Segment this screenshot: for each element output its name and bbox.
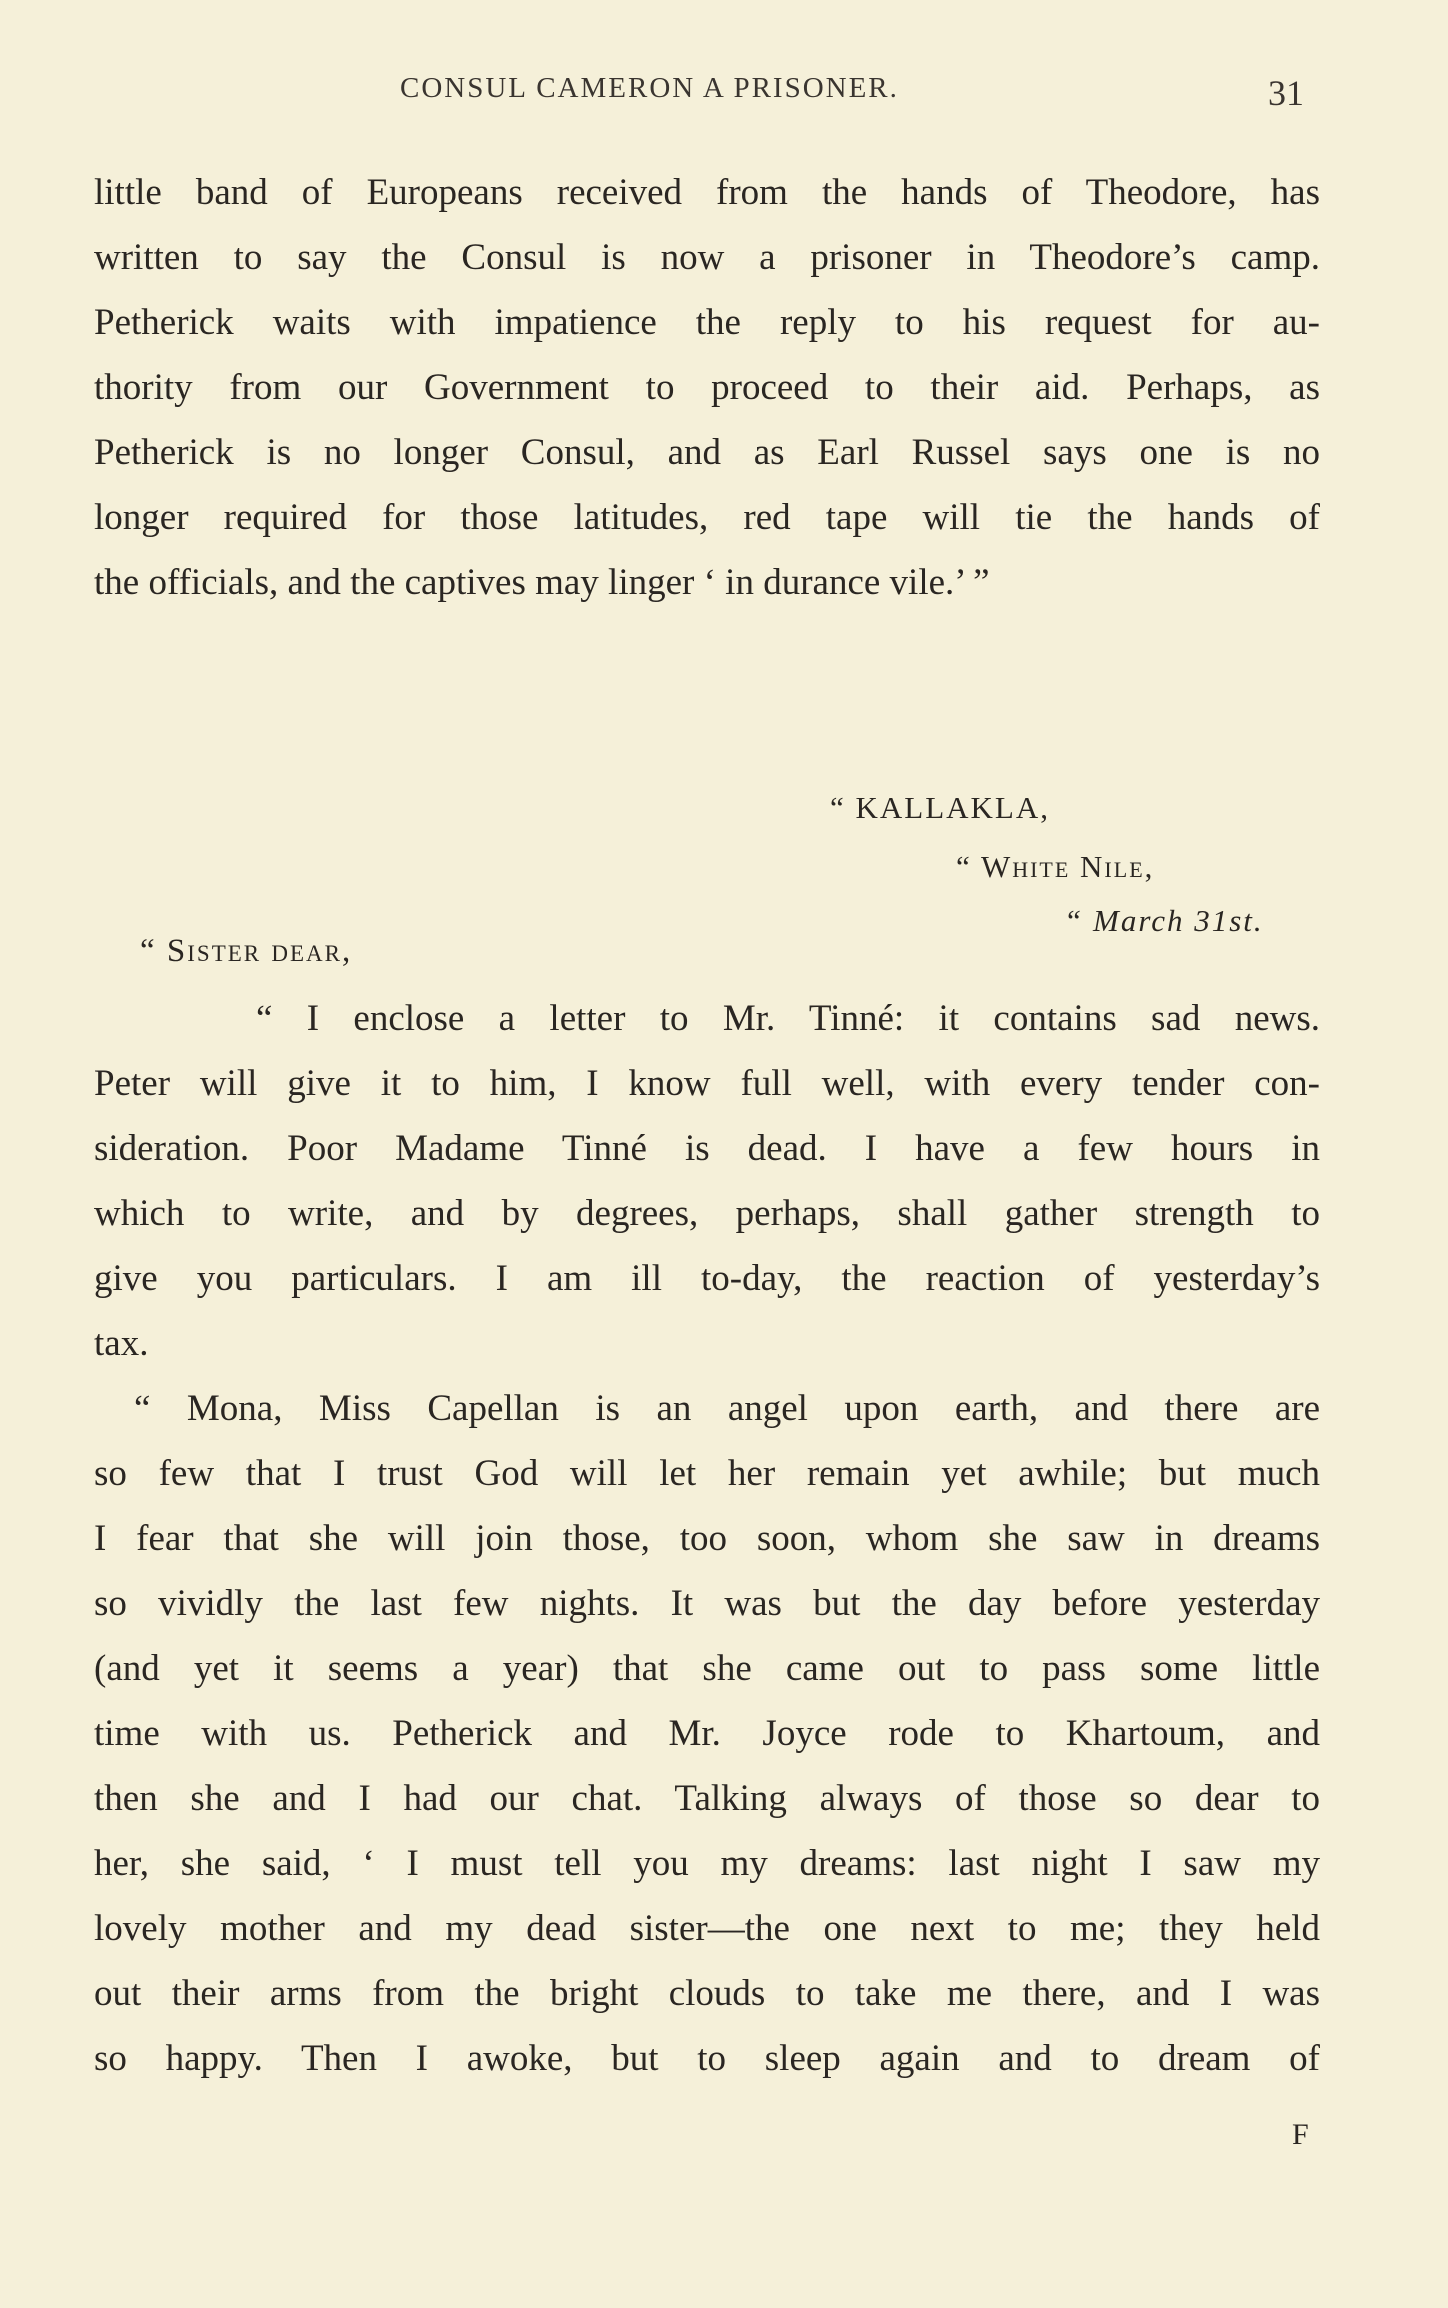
text-line: Petherick waits with impatience the reply to his request for au- bbox=[94, 302, 1320, 343]
paragraph-top bbox=[94, 160, 1320, 615]
text-line: thority from our Government to proceed to their aid. Perhaps, as bbox=[94, 367, 1320, 408]
text-line: I fear that she will join those, too soon, whom she saw in dreams bbox=[94, 1518, 1320, 1559]
text-line: her, she said, ‘ I must tell you my dreams: last night I saw my bbox=[94, 1843, 1320, 1884]
text-line: “ Mona, Miss Capellan is an angel upon earth, and there are bbox=[134, 1388, 1320, 1429]
text-line: give you particulars. I am ill to-day, the reaction of yesterday’s bbox=[94, 1258, 1320, 1299]
text-line: so happy. Then I awoke, but to sleep again and to dream of bbox=[94, 2038, 1320, 2079]
page-number: 31 bbox=[1268, 73, 1304, 113]
text-line: written to say the Consul is now a prisoner in Theodore’s camp. bbox=[94, 237, 1320, 278]
text-line: little band of Europeans received from the hands of Theodore, has bbox=[94, 172, 1320, 213]
text-line: Peter will give it to him, I know full well, with every tender con- bbox=[94, 1063, 1320, 1104]
letter-place: “ KALLAKLA, bbox=[830, 790, 1051, 825]
text-line: which to write, and by degrees, perhaps, shall gather strength to bbox=[94, 1193, 1320, 1234]
text-line: the officials, and the captives may linger ‘ in durance vile.’ ” bbox=[94, 562, 990, 603]
text-line: time with us. Petherick and Mr. Joyce rode to Khartoum, and bbox=[94, 1713, 1320, 1754]
text-line: then she and I had our chat. Talking always of those so dear to bbox=[94, 1778, 1320, 1819]
text-line: (and yet it seems a year) that she came out to pass some little bbox=[94, 1648, 1320, 1689]
text-line: Petherick is no longer Consul, and as Earl Russel says one is no bbox=[94, 432, 1320, 473]
text-line: out their arms from the bright clouds to take me there, and I was bbox=[94, 1973, 1320, 2014]
text-line: so vividly the last few nights. It was but the day before yesterday bbox=[94, 1583, 1320, 1624]
text-line: sideration. Poor Madame Tinné is dead. I have a few hours in bbox=[94, 1128, 1320, 1169]
text-line: tax. bbox=[94, 1323, 149, 1364]
text-line: longer required for those latitudes, red tape will tie the hands of bbox=[94, 497, 1320, 538]
letter-body bbox=[94, 986, 1320, 2091]
text-line: “ I enclose a letter to Mr. Tinné: it contains sad news. bbox=[256, 998, 1320, 1039]
text-line: lovely mother and my dead sister—the one next to me; they held bbox=[94, 1908, 1320, 1949]
letter-date: “ March 31st. bbox=[1064, 903, 1264, 938]
running-title: CONSUL CAMERON A PRISONER. bbox=[400, 72, 899, 104]
catchword: F bbox=[1292, 2118, 1309, 2151]
text-line: so few that I trust God will let her remain yet awhile; but much bbox=[94, 1453, 1320, 1494]
letter-salutation: “ Sister dear, bbox=[140, 933, 353, 969]
letter-region: “ White Nile, bbox=[956, 849, 1155, 884]
